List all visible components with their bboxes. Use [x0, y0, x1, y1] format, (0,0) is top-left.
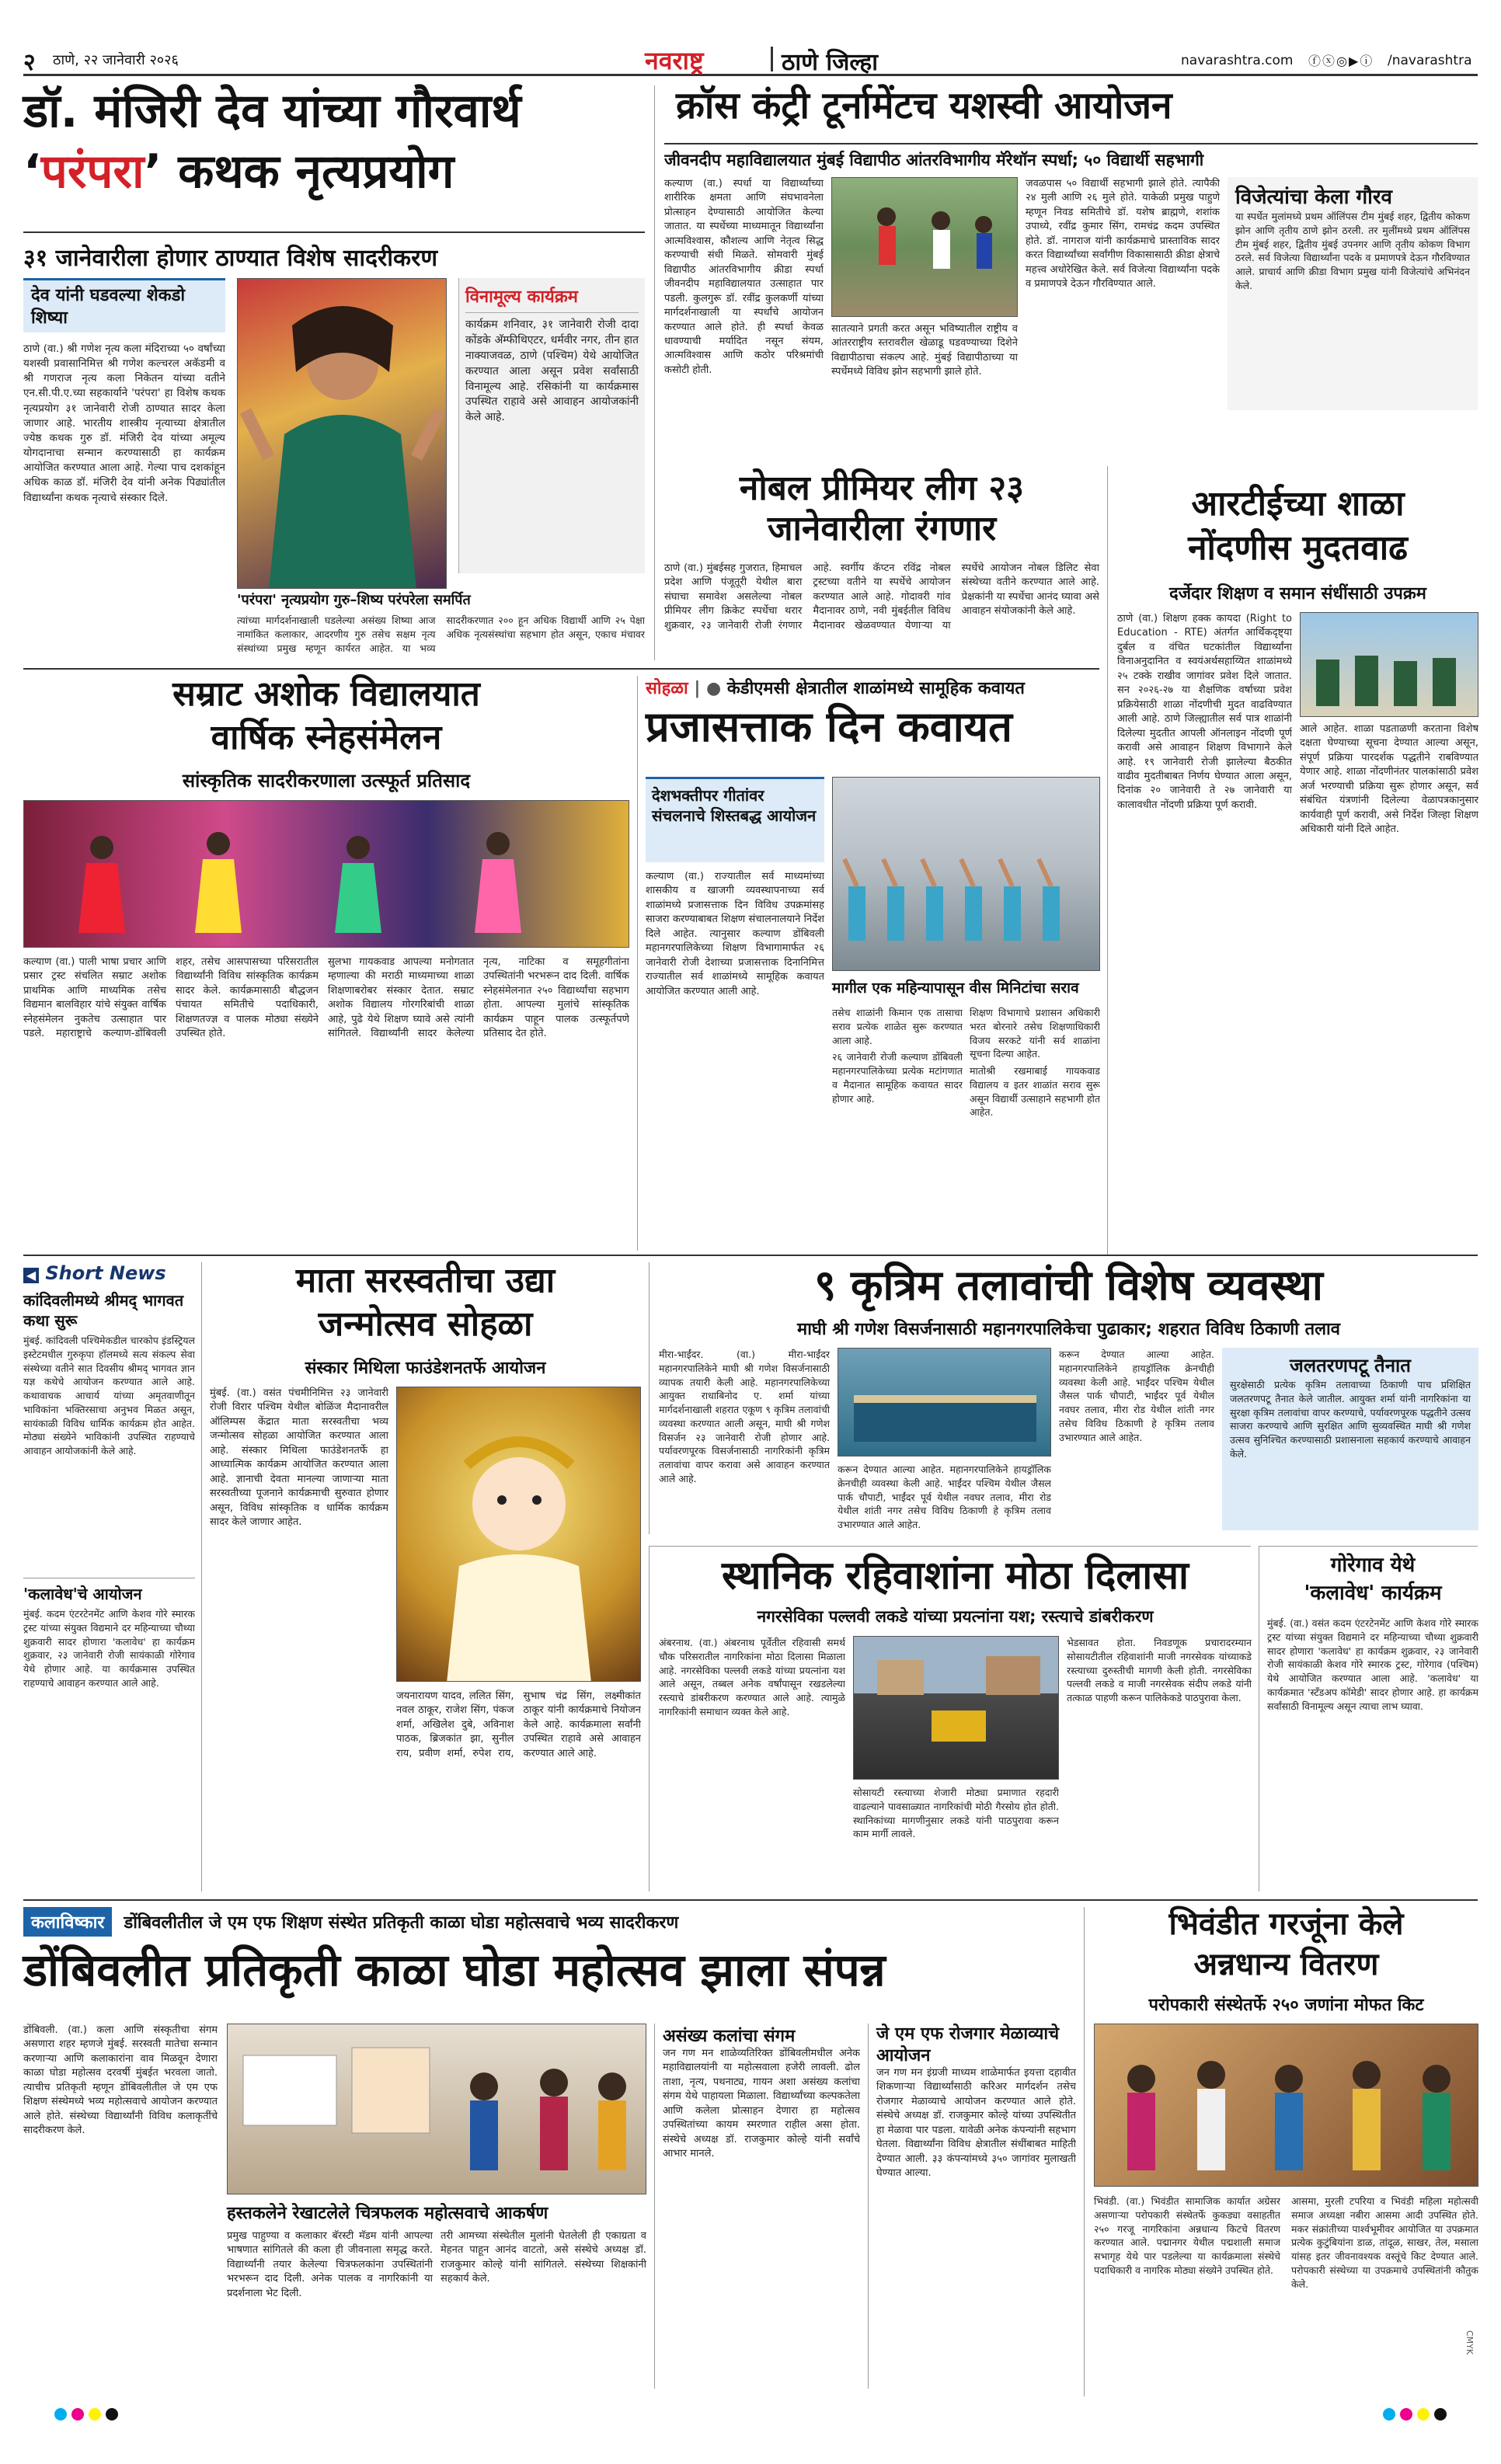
short-news-body-1: मुंबई. कांदिवली पश्चिमेकडील चारकोप इंडस्ट्रियल इस्टेटमधील गुरुकृपा हॉलमध्ये सत्य संकल्प सेवा संस्थेच्या वतीने सात दिवसीय श्रीमद् भागवत ज्ञान यज्ञ कथेचे आयोजन करण्यात आले आहे. कथावाचक आचार्य यांच्या अमृतवाणीतून भाविकांना भक्तिरसाचा अनुभव मिळत असून, सायंकाळी विविध धार्मिक कार्यक्रम होत आहेत. मोठ्या संख्येने भाविकांनी उपस्थित राहण्याचे आवाहन आयोजकांनी केले आहे. [23, 1335, 195, 1456]
distribution-photo [1094, 2024, 1478, 2187]
registration-mark [89, 2408, 101, 2420]
headline-line2: ‘परंपरा’ कथक नृत्यप्रयोग [23, 144, 454, 199]
story-noble-league [664, 470, 1099, 660]
story13-body: जन गण मन इंग्रजी माध्यम शाळेमार्फत इयत्ता दहावीत शिकणाऱ्या विद्यार्थ्यांसाठी करिअर मार्गदर्शन तसेच रोजगार मेळाव्याचे आयोजन करण्यात आले होते. संस्थेचे अध्यक्ष डॉ. राजकुमार कोल्हे यांच्या उपस्थितीत हा मेळावा पार पडला. यावेळी अनेक कंपन्यांनी सहभाग घेतला. विद्यार्थ्यांना विविध क्षेत्रातील संधींबाबत माहिती देण्यात आली. ३३ कंपन्यांमध्ये ३५० जागांवर मुलाखती घेण्यात आल्या. [876, 2067, 1076, 2180]
short-news-body-2: मुंबई. कदम एंटरटेनमेंट आणि केशव गोरे स्मारक ट्रस्ट यांच्या संयुक्त विद्यमाने दर महिन्याच्या चौथ्या शुक्रवारी सादर होणारा 'कलावेध' हा कार्यक्रम शुक्रवार, २३ जानेवारी रोजी सायंकाळी गोरेगाव येथे होणार आहे. या कार्यक्रमास उपस्थित राहण्याचे आवाहन करण्यात आले आहे. [23, 1608, 195, 1689]
photo-caption: 'परंपरा' नृत्यप्रयोग गुरु–शिष्य परंपरेला समर्पित [237, 592, 471, 608]
body: अंबरनाथ. (वा.) अंबरनाथ पूर्वेतील रहिवासी समर्थ चौक परिसरातील नागरिकांना मोठा दिलासा मिळाला आहे. नगरसेविका पल्लवी लकडे यांच्या प्रयत्नांना यश आले असून, तब्बल अनेक वर्षांपासून रखडलेल्या रस्त्याचे डांबरीकरण करण्यात आले आहे. त्यामुळे नागरिकांनी समाधान व्यक्त केले आहे. [659, 1637, 845, 1717]
winners-box [1228, 177, 1478, 410]
kicker-text: डोंबिवलीतील जे एम एफ शिक्षण संस्थेत प्रतिकृती काळा घोडा महोत्सवाचे भव्य सादरीकरण [124, 1913, 679, 1933]
body-left: ठाणे (वा.) श्री गणेश नृत्य कला मंदिराच्या ५० वर्षांच्या यशस्वी प्रवासानिमित्त श्री गणेश कल्चरल अकॅडमी व श्री गणराज नृत्य कला निकेतन यांच्या वतीने एन.सी.पी.ए.च्या सहकार्याने 'परंपरा' हा विशेष कथक नृत्यप्रयोग ३१ जानेवारी रोजी ठाण्यात सादर केला जाणार आहे. भारतीय शास्त्रीय नृत्याच्या क्षेत्रातील ज्येष्ठ कथक गुरु डॉ. मंजिरी देव यांच्या अमूल्य योगदानाचा सन्मान करण्यासाठी हा कार्यक्रम आयोजित करण्यात आला आहे. गेल्या पाच दशकांहून अधिक काळ डॉ. मंजिरी देव यांनी अनेक पिढ्यांतील विद्यार्थ्यांना कथक नृत्याचे संस्कार दिले. [23, 343, 225, 504]
body2: जयनारायण यादव, ललित सिंग, नवल ठाकूर, राजेश सिंग, पंकज शर्मा, अखिलेश दुबे, अविनाश पाठक, ब्रिजकांत झा, सुनील राय, प्रवीण शर्मा, रुपेश राय, सुभाष चंद्र सिंग, लक्ष्मीकांत ठाकूर यांनी कार्यक्रमाचे नियोजन केले आहे. कार्यक्रमाला सर्वांनी उपस्थित राहावे असे आवाहन करण्यात आले आहे. [396, 1690, 641, 1759]
story-republic-day [637, 676, 1099, 1251]
side-title: जलतरणपटू तैनात [1290, 1355, 1411, 1376]
side-box: देशभक्तीपर गीतांवर संचलनाचे शिस्तबद्ध आयोजन [646, 777, 824, 862]
news-arrow-icon: ◀ [23, 1268, 39, 1283]
body-right: आले आहेत. शाळा पडताळणी करताना विशेष दक्षता घेण्याच्या सूचना देण्यात आल्या असून, संपूर्ण प्रक्रिया पारदर्शक पद्धतीने राबविण्यात येणार आहे. शाळा नोंदणीनंतर पालकांसाठी प्रवेश अर्ज भरण्याची प्रक्रिया सुरू होणार असून, सर्व संबंधित यंत्रणांनी दिलेल्या वेळापत्रकानुसार कार्यवाही पूर्ण करावी, असे निर्देश जिल्हा शिक्षण अधिकारी यांनी दिले आहेत. [1300, 723, 1478, 836]
winners-text: या स्पर्धेत मुलांमध्ये प्रथम ऑलिंपस टीम मुंबई शहर, द्वितीय कोकण झोन आणि तृतीय ठाणे झोन ठरली. तर मुलींमध्ये प्रथम ऑलिंपस टीम मुंबई शहर, द्वितीय मुंबई उपनगर आणि तृतीय कोकण विभाग ठरले. सर्व विजेत्या विद्यार्थ्यांना पदके व प्रमाणपत्रे देऊन गौरविण्यात आले. प्राचार्य आणि क्रीडा विभाग प्रमुख यांनी विजेत्यांचे अभिनंदन केले. [1235, 211, 1470, 291]
body3: तरी आमच्या संस्थेतील मुलांनी घेतलेली ही एकाग्रता व मेहनत पाहून आनंद वाटतो, असे संस्थेचे अध्यक्ष डॉ. राजकुमार कोल्हे यांनी सांगितले. संस्थेच्या शिक्षकांनी सहकार्य केले. [441, 2230, 646, 2285]
page-number: २ [23, 49, 36, 76]
performance-photo [23, 800, 629, 948]
story-manjiri-dev [23, 84, 645, 608]
lake-graphic [838, 1349, 1051, 1456]
story1-body-bottom: त्यांच्या मार्गदर्शनाखाली घडलेल्या असंख्य शिष्या आज नामांकित कलाकार, आदरणीय गुरु तसेच सक्षम नृत्य संस्थांच्या प्रमुख म्हणून कार्यरत आहेत. या भव्य सादरीकरणात २०० हून अधिक विद्यार्थी आणि २५ पेक्षा अधिक नृत्यसंस्थांचा सहभाग होत असून, एकाच मंचावर [237, 614, 645, 654]
registration-mark [71, 2408, 84, 2420]
headline-tag: परंपरा [40, 144, 145, 199]
story-bhiwandi-food [1084, 1907, 1478, 2396]
dancer-photo [237, 278, 447, 589]
column-rule [654, 85, 655, 660]
body: ठाणे (वा.) मुंबईसह गुजरात, हिमाचल प्रदेश आणि पंजूतूरी येथील बारा संघाचा समावेश असलेल्या नोबल प्रीमियर लीग क्रिकेट स्पर्धेचा थरार शुक्रवार, २३ जानेवारी रोजी रंगणार आहे. स्वर्गीय कॅप्टन रविंद्र नोबल ट्रस्टच्या वतीने या स्पर्धेचे आयोजन करण्यात आले आहे. गोदावरी गांव मैदानावर ठाणे, नवी मुंबईतील विविध मैदानावर खेळवण्यात येणाऱ्या या स्पर्धेचे आयोजन नोबल डिलिट सेवा संस्थेच्या वतीने करण्यात आले आहे. प्रेक्षकांनी या स्पर्धेचा आनंद घ्यावा असे आवाहन संयोजकांनी केले आहे. [664, 562, 1099, 632]
body2: आसमा, मुरली टपरिया व भिवंडी महिला महोत्सवी समाज अध्यक्षा नबीरा आसमा आदी उपस्थित होते. मकर संक्रांतीच्या पार्श्वभूमीवर आयोजित या उपक्रमात प्रत्येक कुटुंबियांना डाळ, तांदूळ, साखर, तेल, मसाला यांसह इतर जीवनावश्यक वस्तूंचे किट देण्यात आले. परोपकारी संस्थेच्या या उपक्रमाचे उपस्थितांनी कौतुक केले. [1291, 2195, 1478, 2290]
free-box-text: कार्यक्रम शनिवार, ३१ जानेवारी रोजी दादा कोंडके अ‍ॅम्फीथिएटर, धर्मवीर नगर, तीन हात नाक्याजवळ, ठाणे (पश्चिम) येथे आयोजित करण्यात आला असून प्रवेश सर्वांसाठी विनामूल्य आहे. रसिकांनी या कार्यक्रमास उपस्थित राहावे असे आवाहन आयोजकांनी केले आहे. [465, 318, 639, 424]
kicker: सोहळा | ● केडीएमसी क्षेत्रातील शाळांमध्ये सामूहिक कवायत [646, 679, 1025, 698]
idol-figure [397, 1387, 641, 1682]
body-right: करून देण्यात आल्या आहेत. महानगरपालिकेने हायड्रॉलिक क्रेनचीही व्यवस्था केली आहे. भाईंदर पश्चिम येथील जैसल पार्क चौपाटी, भाईंदर पूर्व येथील नवघर तलाव, मीरा रोड येथील शांती नगर तसेच विविध ठिकाणी हे कृत्रिम तलाव उभारण्यात आले आहेत. [1059, 1349, 1214, 1443]
drill-figures [833, 778, 1100, 971]
headline-line1: आरटीईच्या शाळा [1191, 484, 1405, 524]
story-rte [1107, 466, 1478, 1255]
headline-line1: डॉ. मंजिरी देव यांच्या गौरवार्थ [23, 84, 521, 138]
side-box: देव यांनी घडवल्या शेकडो शिष्या [23, 278, 225, 332]
headline-line2: जानेवारीला रंगणार [767, 509, 997, 548]
story-job-fair [868, 2024, 1076, 2389]
road-graphic [854, 1637, 1059, 1780]
school-kids-photo [1300, 612, 1478, 717]
saraswati-idol-photo [396, 1387, 641, 1682]
kicker-text: केडीएमसी क्षेत्रातील शाळांमध्ये सामूहिक कवायत [726, 679, 1025, 698]
road-photo [853, 1636, 1059, 1780]
body2: करून देण्यात आल्या आहेत. महानगरपालिकेने हायड्रॉलिक क्रेनचीही व्यवस्था केली आहे. भाईंदर पश्चिम येथील जैसल पार्क चौपाटी, भाईंदर पूर्व येथील नवघर तलाव, मीरा रोड येथील शांती नगर तसेच विविध ठिकाणी हे कृत्रिम तलाव उभारण्यात आले आहेत. [838, 1463, 1051, 1530]
headline: क्रॉस कंट्री टूर्नामेंटच यशस्वी आयोजन [676, 84, 1172, 127]
body2: सुलभा गायकवाड आपल्या मनोगतात म्हणाल्या की मराठी माध्यमाच्या शाळा शिक्षणाबरोबर संस्कार देतात. सम्राट अशोक विद्यालय गोरगरिबांची शाळा आहे, पुढे येथे शिक्षण घ्यावे असे त्यांनी सांगितले. विद्यार्थ्यांनी सादर केलेल्या नृत्य, नाटिका व समूहगीतांना उपस्थितांनी भरभरून दाद दिली. वार्षिक स्नेहसंमेलनात २५० विद्यार्थ्यांचा सहभाग होता. आपल्या मुलांचे सांस्कृतिक कार्यक्रम पाहून पालक उत्स्फूर्तपणे प्रतिसाद देत होते. [328, 956, 629, 1040]
body: कल्याण (वा.) पाली भाषा प्रचार आणि प्रसार ट्रस्ट संचलित सम्राट अशोक प्राथमिक आणि माध्यमिक तसेच विद्यमान बालविहार यांचे संयुक्त वार्षिक स्नेहसंमेलन नुकतेच उत्साहात पार पडले. महाराष्ट्राचे कल्याण-डोंबिवली शहर, तसेच आसपासच्या परिसरातील विद्यार्थ्यांनी विविध सांस्कृतिक कार्यक्रम सादर केले. कार्यक्रमासाठी बौद्धजन पंचायत समितीचे पदाधिकारी, शिक्षणतज्ज्ञ व पालक मोठ्या संख्येने उपस्थित होते. [23, 956, 319, 1040]
body: कल्याण (वा.) राज्यातील सर्व माध्यमांच्या शासकीय व खाजगी व्यवस्थापनाच्या सर्व शाळांमध्ये प्रजासत्ताक दिन विविध उपक्रमांसह साजरा करण्याबाबत शिक्षण संचालनालयाने निर्देश दिले आहेत. त्यानुसार कल्याण डोंबिवली महानगरपालिकेच्या शिक्षण विभागामार्फत २६ जानेवारी रोजी देशाच्या प्रजासत्ताक दिनानिमित्त राज्यातील सर्व शाळांमध्ये सामूहिक कवायत आयोजित करण्यात आली आहे. [646, 871, 824, 997]
cmyk-label: CMYK [1464, 2330, 1475, 2355]
side-text: सुरक्षेसाठी प्रत्येक कृत्रिम तलावाच्या ठिकाणी पाच प्रशिक्षित जलतरणपटू तैनात केले जातील. आयुक्त शर्मा यांनी नागरिकांना या सुरक्षा कृत्रिम तलावांचा वापर करण्याचे, पर्यावरणपूरक पद्धतीने उत्सव साजरा करण्याचे आणि सुरक्षित आणि सुव्यवस्थित माघी श्री गणेश उत्सव सुनिश्चित करण्यासाठी प्रशासनाला सहकार्य करण्याचे आवाहन केले. [1230, 1379, 1471, 1460]
dancers-figures [24, 801, 629, 948]
headline-line1: सम्राट अशोक विद्यालयात [172, 674, 480, 714]
story13-title: जे एम एफ रोजगार मेळाव्याचे आयोजन [876, 2024, 1060, 2066]
body2: सातत्याने प्रगती करत असून भविष्यातील राष्ट्रीय व आंतरराष्ट्रीय स्तरावरील खेळाडू घडवण्याच्या दिशेने विद्यापीठाचा संकल्प आहे. मुंबई विद्यापीठाच्या या स्पर्धेमध्ये विविध झोन सहभागी झाले होते. [831, 323, 1018, 378]
section-rule [23, 1255, 1478, 1256]
headline-line1: नोबल प्रीमियर लीग २३ [739, 468, 1025, 508]
section-name: ठाणे जिल्हा [782, 49, 878, 76]
body: कल्याण (वा.) स्पर्धा या विद्यार्थ्यांच्या शारीरिक क्षमता आणि संघभावनेला प्रोत्साहन देण्यासाठी आयोजित केल्या जातात. या स्पर्धेच्या माध्यमातून विद्यार्थ्यांना आत्मविश्वास, कौशल्य आणि नेतृत्व सिद्ध करण्याची संधी मिळते. सोमवारी मुंबई विद्यापीठ आंतरविभागीय क्रीडा स्पर्धा जीवनदीप महाविद्यालयात उत्साहात पार पडली. कुलगुरू डॉ. रवींद्र कुलकर्णी यांच्या मार्गदर्शनाखाली या स्पर्धांचे आयोजन करण्यात आले होते. ही स्पर्धा केवळ धावण्याची मर्यादित नसून संयम, आत्मविश्वास आणि कठोर परिश्रमांची कसोटी होती. [664, 178, 824, 376]
short-news [23, 1262, 202, 1892]
registration-mark [1434, 2408, 1447, 2420]
section-rule [23, 1899, 1478, 1901]
subhead: दर्जेदार शिक्षण व समान संधींसाठी उपक्रम [1169, 584, 1426, 604]
city-date: ठाणे, २२ जानेवारी २०२६ [53, 52, 179, 68]
subhead: ३१ जानेवारीला होणार ठाण्यात विशेष सादरीकरण [23, 231, 645, 273]
short-news-label: ◀ Short News [23, 1262, 195, 1284]
story-artificial-lakes [649, 1262, 1478, 1534]
social-handle[interactable]: /navarashtra [1388, 53, 1472, 68]
runners-figures [832, 178, 1018, 317]
students-drill-photo [832, 777, 1100, 971]
short-news-title-1: कांदिवलीमध्ये श्रीमद् भागवत कथा सुरू [23, 1291, 184, 1330]
registration-mark [54, 2408, 67, 2420]
body: डोंबिवली. (वा.) कला आणि संस्कृतीचा संगम असणारा शहर म्हणजे मुंबई. सरस्वती मातेचा सन्मान करणाऱ्या आणि कलाकारांना वाव मिळवून देणारा काळा घोडा महोत्सव दरवर्षी मुंबईत भरवला जातो. त्याचीच प्रतिकृती म्हणून डोंबिवलीतील जे एम एफ शिक्षण संस्थेमध्ये भव्य महोत्सवाचे आयोजन करण्यात आले होते. संस्थेच्या विद्यार्थ्यांनी विविध कलाकृतींचे सादरीकरण केले. [23, 2024, 218, 2137]
instagram-icon[interactable]: ◎ [1336, 54, 1349, 68]
side-box [1222, 1348, 1478, 1530]
bullet-item: शिक्षण विभागाचे प्रशासन अधिकारी भरत बोरनारे तसेच शिक्षणाधिकारी विजय सरकटे यांनी सर्व शाळांना सूचना दिल्या आहेत. [970, 1007, 1100, 1060]
headline-rest: कथक नृत्यप्रयोग [178, 144, 454, 199]
site-url[interactable]: navarashtra.com [1181, 53, 1294, 68]
kicker-label: कलाविष्कार [23, 1907, 112, 1937]
brand-logo: नवराष्ट्र [645, 46, 704, 75]
story-samrat-ashok [23, 676, 629, 1251]
linkedin-icon[interactable]: ⓘ [1360, 54, 1374, 68]
body2: सोसायटी रस्त्याच्या शेजारी मोठ्या प्रमाणात रहदारी वाढल्याने पावसाळ्यात नागरिकांची मोठी गैरसोय होत होती. स्थानिकांच्या मागणीनुसार लकडे यांनी पाठपुरावा करून काम मार्गी लावले. [853, 1787, 1059, 1840]
registration-mark [1383, 2408, 1395, 2420]
headline: डोंबिवलीत प्रतिकृती काळा घोडा महोत्सव झाला संपन्न [23, 1944, 886, 1996]
kicker-label: सोहळा [646, 679, 688, 698]
body: मुंबई. (वा.) वसंत कदम एंटरटेनमेंट आणि केशव गोरे स्मारक ट्रस्ट यांच्या संयुक्त विद्यमाने दर महिन्याच्या चौथ्या शुक्रवारी सादर होणारा 'कलावेध' हा कार्यक्रम शुक्रवार, २३ जानेवारी रोजी सायंकाळी केशव गोरे स्मारक ट्रस्ट, गोरेगाव (पश्चिम) येथे आयोजित करण्यात आला आहे. 'कलावेध' या कार्यक्रमात 'स्टँडअप कॉमेडी' सादर होणार आहे. हा कार्यक्रम सर्वांसाठी विनामूल्य असून त्याचा लाभ घ्यावा. [1267, 1617, 1478, 1712]
subhead: माघी श्री गणेश विसर्जनासाठी महानगरपालिकेचा पुढाकार; शहरात विविध ठिकाणी तलाव [797, 1320, 1340, 1339]
story-goregaon-kalavedh [1259, 1546, 1478, 1892]
body: मीरा-भाईंदर. (वा.) मीरा-भाईंदर महानगरपालिकेने माघी श्री गणेश विसर्जनासाठी व्यापक तयारी केली आहे. महानगरपालिकेच्या आयुक्त राधाबिनोद ए. शर्मा यांच्या मार्गदर्शनाखाली शहरात एकूण ९ कृत्रिम तलावांची व्यवस्था करण्यात आली असून, माघी श्री गणेश विसर्जन २३ जानेवारी रोजी होणार आहे. पर्यावरणपूरक विसर्जनासाठी नागरिकांनी कृत्रिम तलावांचा वापर करावा असे आवाहन करण्यात आले आहे. [659, 1349, 830, 1484]
story12-body: जन गण मन शाळेव्यतिरिक्त डोंबिवलीमधील अनेक महाविद्यालयांनी या महोत्सवाला हजेरी लावली. ढोल ताशा, नृत्य, पथनाट्य, गायन अशा असंख्य कलांचा संगम येथे पाहायला मिळाला. विद्यार्थ्यांच्या कल्पकतेला आणि कलेला प्रोत्साहन देणारा हा महोत्सव उपस्थितांच्या कायम स्मरणात राहील असा होता. संस्थेचे अध्यक्ष डॉ. राजकुमार कोल्हे यांनी सर्वांचे आभार मानले. [663, 2048, 860, 2160]
story-ambernath-road [649, 1546, 1251, 1892]
body: ठाणे (वा.) शिक्षण हक्क कायदा (Right to Education - RTE) अंतर्गत आर्थिकदृष्ट्या दुर्बल व वंचित घटकांतील विद्यार्थ्यांना विनाअनुदानित व स्वयंअर्थसहाय्यित शाळांमध्ये २५ टक्के राखीव जागांवर प्रवेश दिले जातात. सन २०२६-२७ या शैक्षणिक वर्षाच्या प्रवेश प्रक्रियेसाठी शाळा नोंदणीची मुदत वाढविण्यात आली आहे. ठाणे जिल्ह्यातील सर्व पात्र शाळांनी दिलेल्या मुदतीत आपली ऑनलाइन नोंदणी पूर्ण करावी असे आवाहन शिक्षण विभागाने केले आहे. १९ जानेवारी रोजी झालेल्या बैठकीत वाढीव मुदतीबाबत निर्णय घेण्यात आला असून, दिनांक २० जानेवारी ते २७ जानेवारी या कालावधीत नोंदणी प्रक्रिया पूर्ण करावी. [1117, 613, 1292, 811]
photo-caption: हस्तकलेने रेखाटलेले चित्रफलक महोत्सवाचे आकर्षण [227, 2204, 549, 2223]
dancer-figure [238, 279, 447, 589]
bullets-left [832, 1006, 963, 1239]
facebook-icon[interactable]: ⓕ [1308, 54, 1323, 68]
headline-line2: जन्मोत्सव सोहळा [318, 1304, 533, 1344]
bullet-item: २६ जानेवारी रोजी कल्याण डोंबिवली महानगरपालिकेच्या प्रत्येक मटांगणात व मैदानात सामूहिक कवायत सादर होणार आहे. [832, 1051, 963, 1105]
registration-mark [106, 2408, 118, 2420]
masthead [23, 45, 1478, 76]
registration-mark [1417, 2408, 1430, 2420]
headline-line2: नोंदणीस मुदतवाढ [1188, 528, 1408, 568]
registration-mark [1400, 2408, 1412, 2420]
subhead: नगरसेविका पल्लवी लकडे यांच्या प्रयत्नांना यश; रस्त्याचे डांबरीकरण [757, 1607, 1154, 1626]
body3: भेडसावत होता. निवडणूक प्रचारादरम्यान सोसायटीतील रहिवाशांनी माजी नगरसेवक यांच्याकडे रस्त्याच्या दुरुस्तीची मागणी केली होती. नगरसेविका पल्लवी लकडे व माजी नगरसेवक संदीप लकडे यांनी तत्काळ पाहणी करून पालिकेकडे पाठपुरावा केला. [1067, 1637, 1252, 1704]
exhibition-photo [227, 2024, 646, 2194]
short-news-title-2: 'कलावेध'चे आयोजन [23, 1578, 195, 1604]
headline-line2: वार्षिक स्नेहसंमेलन [211, 718, 442, 757]
subhead: सांस्कृतिक सादरीकरणाला उत्स्फूर्त प्रतिसाद [182, 770, 471, 792]
kicker [23, 1907, 1076, 1940]
headline: ९ कृत्रिम तलावांची विशेष व्यवस्था [814, 1261, 1323, 1310]
headline-line1: भिवंडीत गरजूंना केले [1168, 1906, 1404, 1942]
distribution-figures [1095, 2024, 1478, 2187]
headline-line2: अन्नधान्य वितरण [1193, 1947, 1379, 1982]
youtube-icon[interactable]: ▶ [1349, 54, 1360, 68]
free-box-title: विनामूल्य कार्यक्रम [465, 284, 639, 313]
body: मुंबई. (वा.) वसंत पंचमीनिमित्त २३ जानेवारी रोजी विरार पश्चिम येथील बोळिंज मैदानावरील ऑलिम्पस केंद्रात माता सरस्वतीचा भव्य जन्मोत्सव सोहळा आयोजित करण्यात आला आहे. संस्कार मिथिला फाउंडेशनतर्फे हा आध्यात्मिक कार्यक्रम आयोजित करण्यात आला आहे. ज्ञानाची देवता मानल्या जाणाऱ्या माता सरस्वतीच्या पूजनाने कार्यक्रमाची सुरुवात होणार असून, विविध सांस्कृतिक व धार्मिक कार्यक्रम सादर केले जाणार आहेत. [210, 1387, 388, 1529]
body2: प्रमुख पाहुण्या व कलाकार बॅरस्टी मॅडम यांनी आपल्या भाषणात सांगितले की कला ही जीवनाला समृद्ध करते. विद्यार्थ्यांनी तयार केलेल्या चित्रफलकांना उपस्थितांनी भरभरून दाद दिली. अनेक पालक व नागरिकांनी या प्रदर्शनाला भेट दिली. [227, 2230, 433, 2299]
section-divider [771, 47, 773, 71]
body: भिवंडी. (वा.) भिवंडीत सामाजिक कार्यात अग्रेसर असणाऱ्या परोपकारी संस्थेतर्फे कुकड्या वसाहतीत २५० गरजू नागरिकांना अन्नधान्य किटचे वितरण करण्यात आले. पद्मानगर येथील पद्मशाली समाज सभागृह येथे पार पडलेल्या या कार्यक्रमाला संस्थेचे पदाधिकारी व नागरिक मोठ्या संख्येने उपस्थित होते. [1094, 2195, 1280, 2276]
bullets-right [970, 1006, 1100, 1239]
runners-photo [831, 177, 1018, 317]
headline-line1: गोरेगाव येथे [1330, 1554, 1416, 1577]
section-rule [23, 668, 1099, 670]
free-box [458, 278, 645, 573]
story-kala-ghoda [23, 1907, 1076, 2396]
headline-line1: माता सरस्वतीचा उद्या [295, 1261, 555, 1300]
body3: जवळपास ५० विद्यार्थी सहभागी झाले होते. त्यापैकी २४ मुली आणि २६ मुले होते. याकेळी प्रमुख पाहुणे म्हणून निवड समितीचे डॉ. यशेष ब्राह्मणे, शशांक उपाध्ये, रवींद्र कुमार सिंग, रामचंद्र कदम उपस्थित होते. डॉ. नागराज यांनी कार्यक्रमाचे प्रास्ताविक सादर करत विद्यार्थ्यांच्या सर्वांगीण विकासासाठी क्रीडा क्षेत्राचे महत्त्व अधोरेखित केले. सर्व विजेत्या विद्यार्थ्यांना पदके व प्रमाणपत्रे देऊन गौरविण्यात आले. [1026, 178, 1220, 291]
bullet-item: तसेच शाळांनी किमान एक तासाचा सराव प्रत्येक शाळेत सुरू करण्यात आला आहे. [832, 1007, 963, 1046]
winners-title: विजेत्यांचा केला गौरव [1235, 186, 1392, 209]
photo-caption: मागील एक महिन्यापासून वीस मिनिटांचा सराव [832, 980, 1079, 997]
story-art-confluence [654, 2024, 860, 2389]
headline: स्थानिक रहिवाशांना मोठा दिलासा [722, 1553, 1189, 1598]
exhibition-figures [228, 2024, 646, 2194]
headline: प्रजासत्ताक दिन कवायत [646, 702, 1012, 751]
headline-line2: 'कलावेध' कार्यक्रम [1304, 1582, 1442, 1605]
subhead: संस्कार मिथिला फाउंडेशनतर्फे आयोजन [305, 1359, 546, 1378]
kids-figures [1301, 613, 1478, 717]
bullet-item: मातोश्री रखमाबाई गायकवाड विद्यालय व इतर शाळांत सराव सुरू असून विद्यार्थी उत्साहाने सहभागी होत आहेत. [970, 1065, 1100, 1119]
story12-title: असंख्य कलांचा संगम [663, 2027, 796, 2046]
subhead: परोपकारी संस्थेतर्फे २५० जणांना मोफत किट [1148, 1996, 1424, 2015]
story-cross-country [664, 85, 1478, 466]
artificial-lake-photo [838, 1348, 1051, 1456]
x-icon[interactable]: ⓧ [1322, 54, 1337, 68]
social-icons [1308, 51, 1374, 69]
subhead: जीवनदीप महाविद्यालयात मुंबई विद्यापीठ आंतरविभागीय मॅरेथॉन स्पर्धा; ५० विद्यार्थी सहभागी [664, 143, 1478, 171]
story-saraswati [210, 1262, 641, 1892]
